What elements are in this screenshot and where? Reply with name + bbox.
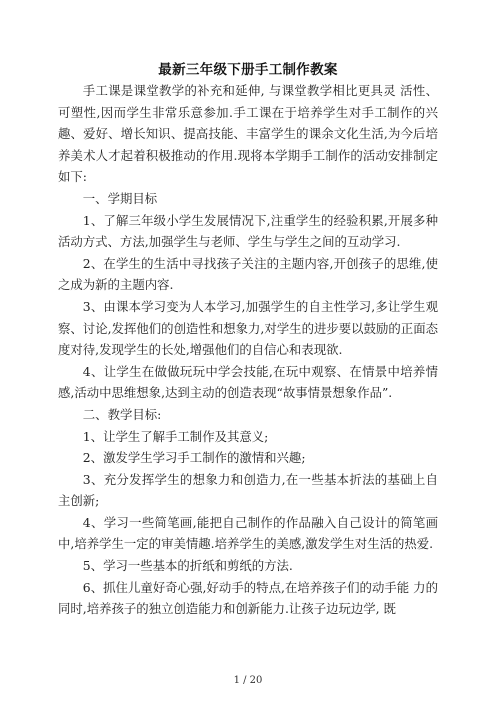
paragraph-teaching-goal-6: 6、抓住儿童好奇心强,好动手的特点,在培养孩子们的动手能 力的同时,培养孩子的独立创造能力和创新能力.让孩子边玩边学, 既 [58, 579, 438, 617]
page-number: 1 / 20 [233, 675, 263, 686]
paragraph-teaching-goal-5: 5、学习一些基本的折纸和剪纸的方法. [82, 558, 293, 574]
document-title: 最新三年级下册手工制作教案 [158, 62, 338, 78]
document-body [58, 80, 438, 620]
paragraph-teaching-goal-4: 4、学习一些简笔画,能把自己制作的作品融入自己设计的简笔画中,培养学生一定的审美情趣.培养学生的美感,激发学生对生活的热爱. [58, 514, 438, 552]
paragraph-intro: 手工课是课堂教学的补充和延伸, 与课堂教学相比更具灵 活性、可塑性,因而学生非常乐意参加.手工课在于培养学生对手工制作的兴趣、爱好、增长知识、提高技能、丰富学生的课余文化生活,为今后培养美术人才起着积极推动的作用.现将本学期手工制作的活动安排制定如下: [58, 83, 438, 185]
paragraph-teaching-goal-2: 2、激发学生学习手工制作的激情和兴趣; [82, 450, 306, 466]
section-heading-semester-goals: 一、学期目标 [82, 190, 158, 206]
paragraph-teaching-goal-1: 1、让学生了解手工制作及其意义; [82, 428, 269, 444]
section-heading-teaching-goals: 二、教学目标: [82, 406, 162, 422]
paragraph-goal-4: 4、让学生在做做玩玩中学会技能,在玩中观察、在情景中培养情感,活动中思维想象,达到主动的创造表现“故事情景想象作品”. [58, 363, 438, 401]
paragraph-goal-1: 1、了解三年级小学生发展情况下,注重学生的经验积累,开展多种活动方式、方法,加强学生与老师、学生与学生之间的互动学习. [58, 212, 438, 250]
paragraph-goal-2: 2、在学生的生活中寻找孩子关注的主题内容,开创孩子的思维,使之成为新的主题内容. [58, 255, 438, 293]
paragraph-teaching-goal-3: 3、充分发挥学生的想象力和创造力,在一些基本折法的基础上自主创新; [58, 471, 438, 509]
paragraph-goal-3: 3、由课本学习变为人本学习,加强学生的自主性学习,多让学生观察、讨论,发挥他们的创造性和想象力,对学生的进步要以鼓励的正面态度对待,发现学生的长处,增强他们的自信心和表现欲. [58, 298, 438, 358]
